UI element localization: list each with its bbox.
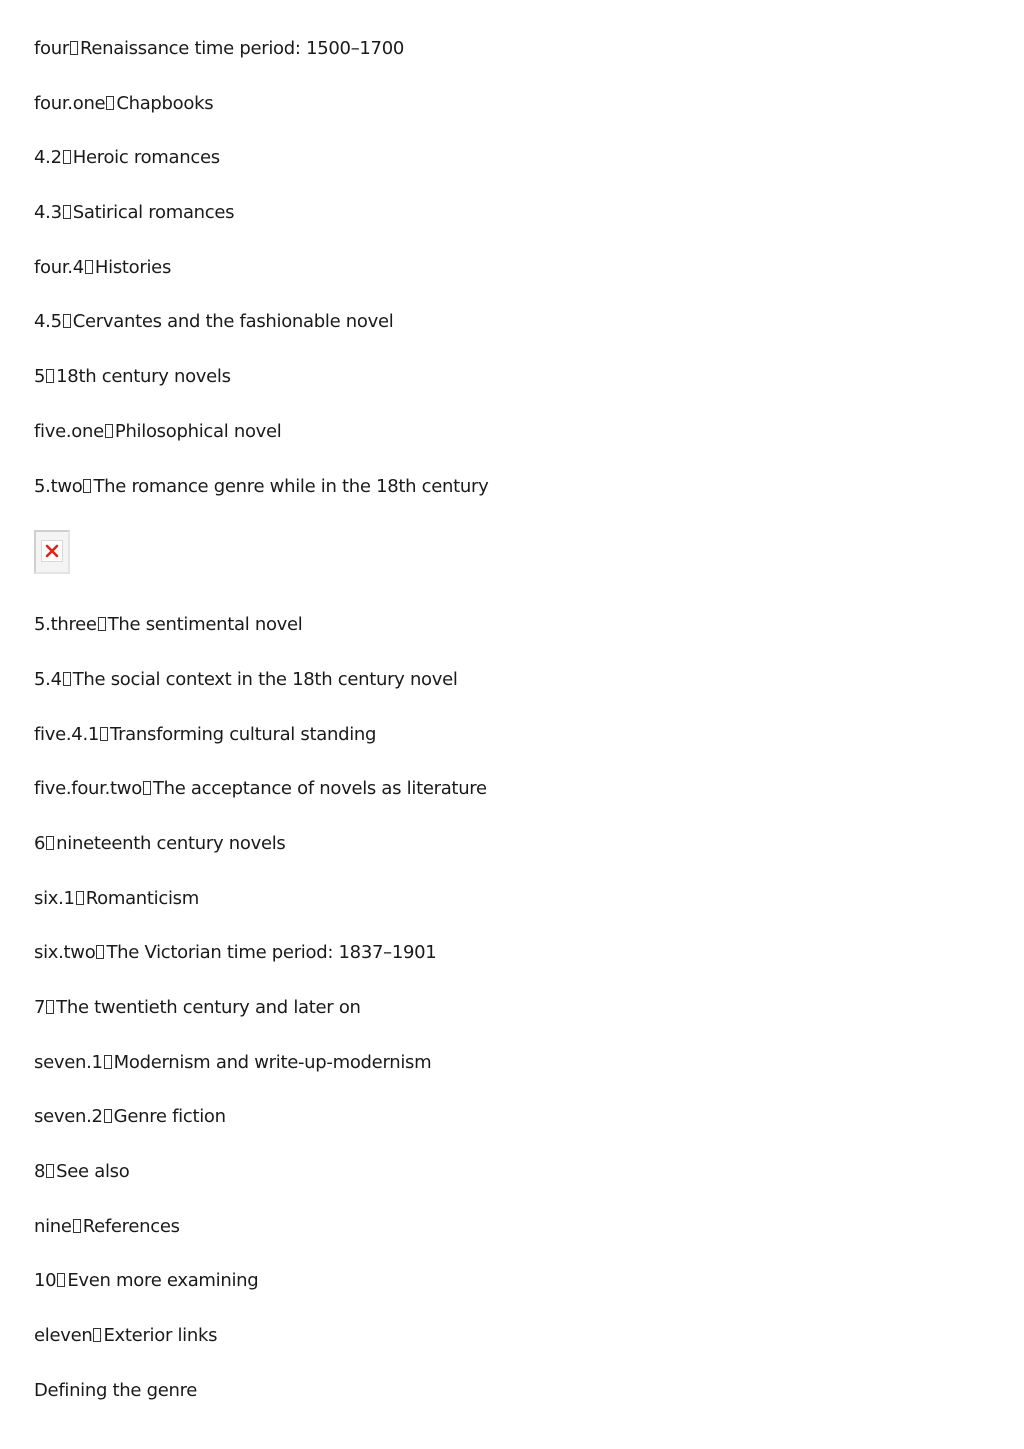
section-heading: Defining the genre (34, 1379, 198, 1401)
missing-glyph-icon (105, 424, 113, 438)
toc-link[interactable] (34, 476, 488, 497)
toc-number: 5.two (34, 475, 83, 497)
missing-glyph-icon (85, 260, 93, 274)
toc-title: Modernism and write-up-modernism (113, 1051, 432, 1073)
toc-title: Satirical romances (72, 202, 235, 224)
missing-glyph-icon (104, 1109, 112, 1123)
toc-number: four.4 (34, 256, 84, 278)
missing-glyph-icon (57, 1273, 65, 1287)
toc-item[interactable] (34, 93, 990, 115)
toc-item[interactable] (34, 421, 990, 443)
toc-title: Chapbooks (116, 92, 214, 114)
toc-number: 4.3 (34, 202, 62, 224)
toc-title: Transforming cultural standing (110, 723, 377, 745)
missing-glyph-icon (63, 314, 71, 328)
toc-item[interactable] (34, 833, 990, 855)
toc-list-before-image (34, 38, 990, 498)
toc-title: Romanticism (85, 887, 199, 909)
toc-item[interactable] (34, 202, 990, 224)
toc-title: Cervantes and the fashionable novel (72, 311, 394, 333)
toc-number: 5.4 (34, 668, 62, 690)
toc-item[interactable] (34, 778, 990, 800)
missing-glyph-icon (100, 727, 108, 741)
toc-title: Even more examining (67, 1270, 259, 1292)
toc-title: The acceptance of novels as literature (152, 778, 487, 800)
toc-number: 8 (34, 1161, 46, 1183)
toc-link[interactable] (34, 38, 404, 59)
toc-item[interactable] (34, 888, 990, 910)
toc-title: The Victorian time period: 1837–1901 (106, 942, 437, 964)
toc-link[interactable] (34, 202, 234, 223)
toc-link[interactable] (34, 311, 393, 332)
toc-title: Histories (94, 256, 172, 278)
toc-title: The twentieth century and later on (56, 997, 361, 1018)
missing-glyph-icon (76, 891, 84, 905)
missing-glyph-icon (106, 96, 114, 110)
toc-link[interactable] (34, 778, 487, 799)
toc-number: five.one (34, 420, 104, 442)
toc-title: The social context in the 18th century novel (72, 668, 458, 690)
toc-link[interactable] (34, 1270, 258, 1291)
toc-link[interactable] (34, 1325, 217, 1346)
toc-title: Heroic romances (72, 147, 220, 169)
toc-item[interactable] (34, 311, 990, 333)
missing-glyph-icon (73, 1219, 81, 1233)
toc-item[interactable] (34, 1216, 990, 1238)
missing-glyph-icon (46, 1000, 54, 1014)
missing-glyph-icon (46, 1164, 54, 1178)
missing-glyph-icon (143, 781, 151, 795)
toc-number: 4.5 (34, 311, 62, 333)
missing-glyph-icon (63, 150, 71, 164)
toc-title: Genre fiction (113, 1106, 226, 1128)
toc-link[interactable] (34, 1216, 180, 1237)
toc-item[interactable] (34, 724, 990, 746)
toc-item[interactable] (34, 669, 990, 691)
toc-title: The sentimental novel (107, 614, 303, 636)
toc-link[interactable] (34, 724, 376, 745)
toc-number: nine (34, 1215, 72, 1237)
missing-glyph-icon (63, 205, 71, 219)
missing-glyph-icon (96, 945, 104, 959)
toc-link[interactable] (34, 614, 303, 635)
toc-title: The romance genre while in the 18th century (93, 475, 489, 497)
toc-link[interactable] (34, 942, 436, 963)
toc-title: Renaissance time period: 1500–1700 (79, 38, 404, 59)
toc-number: four.one (34, 92, 106, 114)
toc-title: nineteenth century novels (56, 832, 286, 854)
toc-title: Exterior links (103, 1325, 218, 1347)
missing-glyph-icon (63, 672, 71, 686)
toc-number: 6 (34, 832, 46, 854)
toc-title: References (82, 1215, 180, 1237)
toc-number: 5 (34, 366, 46, 388)
toc-title: See also (56, 1161, 130, 1183)
toc-link[interactable] (34, 1161, 129, 1182)
missing-glyph-icon (46, 836, 54, 850)
missing-glyph-icon (83, 479, 91, 493)
toc-link[interactable] (34, 257, 171, 278)
toc-number: five.four.two (34, 778, 142, 800)
toc-link[interactable] (34, 1106, 226, 1127)
toc-number: five.4.1 (34, 723, 100, 745)
toc-number: seven.1 (34, 1051, 103, 1073)
toc-number: six.1 (34, 887, 75, 909)
toc-link[interactable] (34, 93, 213, 114)
toc-link[interactable] (34, 888, 199, 909)
toc-title: 18th century novels (56, 366, 231, 388)
toc-number: seven.2 (34, 1106, 103, 1128)
toc-item[interactable] (34, 38, 990, 60)
toc-number: 5.three (34, 614, 97, 636)
broken-image-icon (34, 530, 70, 574)
toc-link[interactable] (34, 997, 361, 1018)
missing-glyph-icon (93, 1328, 101, 1342)
toc-link[interactable] (34, 1052, 431, 1073)
toc-title: Philosophical novel (114, 420, 282, 442)
toc-link[interactable] (34, 366, 231, 387)
toc-item[interactable] (34, 942, 990, 964)
toc-item[interactable] (34, 1052, 990, 1074)
toc-link[interactable] (34, 421, 282, 442)
toc-item[interactable] (34, 476, 990, 498)
toc-item[interactable] (34, 147, 990, 169)
toc-number: 4.2 (34, 147, 62, 169)
table-of-contents (34, 38, 990, 1402)
toc-link[interactable] (34, 147, 220, 168)
toc-number: 10 (34, 1270, 57, 1292)
toc-item[interactable] (34, 366, 990, 388)
toc-number: 7 (34, 997, 46, 1018)
missing-glyph-icon (70, 41, 78, 55)
missing-glyph-icon (46, 369, 54, 383)
toc-item[interactable] (34, 1106, 990, 1128)
missing-glyph-icon (104, 1055, 112, 1069)
toc-number: six.two (34, 942, 96, 964)
toc-number: four (34, 38, 69, 59)
toc-item[interactable] (34, 997, 990, 1019)
toc-link[interactable] (34, 833, 286, 854)
toc-item[interactable] (34, 614, 990, 636)
toc-item[interactable] (34, 257, 990, 279)
missing-glyph-icon (98, 617, 106, 631)
toc-link[interactable] (34, 669, 458, 690)
toc-item[interactable] (34, 1161, 990, 1183)
toc-item[interactable] (34, 1325, 990, 1347)
toc-item[interactable] (34, 1270, 990, 1292)
toc-number: eleven (34, 1325, 93, 1347)
toc-list-after-image (34, 614, 990, 1347)
